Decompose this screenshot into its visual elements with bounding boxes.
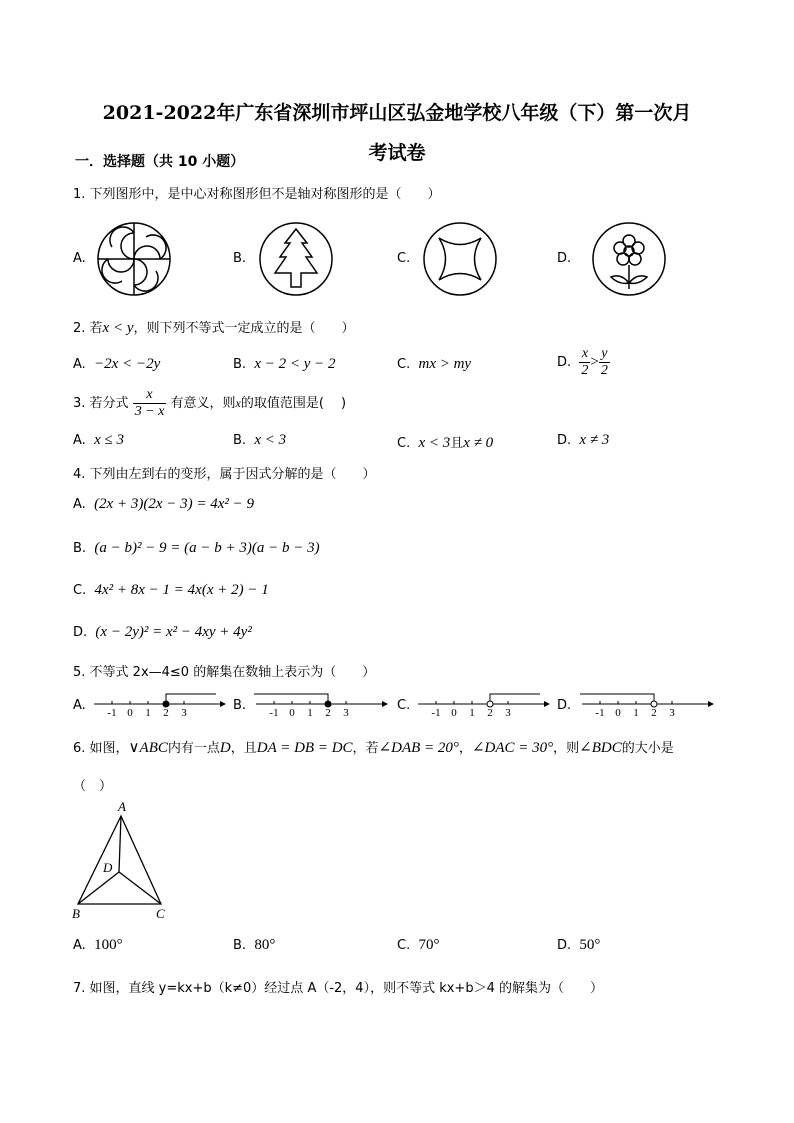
q2-condition: x < y	[102, 320, 134, 336]
q4-option-c	[73, 582, 269, 599]
question-3-stem	[73, 387, 346, 420]
q2-label-d: D.	[557, 355, 572, 370]
q1-option-b-label: B.	[233, 251, 247, 266]
q5-number-line-d	[580, 686, 720, 722]
q3-option-a	[73, 432, 124, 449]
q4-answer-b: (a − b)² − 9 = (a − b + 3)(a − b − 3)	[94, 540, 320, 556]
tick-label: 1	[633, 707, 639, 719]
q6-stem-e: 的大小是	[621, 741, 674, 756]
tick-label: 1	[307, 707, 313, 719]
q6-option-d	[557, 937, 600, 954]
q3-answer-d: x ≠ 3	[579, 432, 610, 448]
q5-option-a-label: A.	[73, 698, 86, 713]
q6-option-c	[397, 937, 439, 954]
solution-bracket	[166, 694, 216, 704]
tick-label: -1	[269, 707, 279, 719]
tick-label: 1	[469, 707, 475, 719]
vertex-label-c: C	[156, 906, 165, 921]
tick-label: 2	[651, 707, 657, 719]
q1-option-d-label: D.	[557, 251, 572, 266]
q4-label-a: A.	[73, 497, 86, 512]
vertex-label-d: D	[103, 860, 113, 875]
q6-sep: ，	[458, 741, 472, 756]
q6-angle-bdc: ∠BDC	[579, 740, 622, 756]
section-heading: 一．选择题（共 10 小题）	[75, 154, 245, 170]
question-1-stem: 1. 下列图形中，是中心对称图形但不是轴对称图形的是（ ）	[73, 187, 441, 202]
tick-label: 3	[505, 707, 511, 719]
q4-label-b: B.	[73, 541, 87, 556]
q3-stem-pre: 3. 若分式	[73, 396, 129, 411]
q2-stem-pre: 2. 若	[73, 321, 103, 336]
q4-option-d	[73, 624, 252, 641]
solution-bracket	[254, 694, 328, 704]
q6-angle-dab: ∠DAB = 20°	[378, 740, 459, 756]
q2-d-fraction-left: $\frac{x}{2}$	[581, 346, 589, 378]
q6-triangle: ∨ABC	[128, 740, 168, 756]
q4-answer-c: 4x² + 8x − 1 = 4x(x + 2) − 1	[94, 582, 269, 598]
q3-option-b	[233, 432, 286, 449]
q2-option-b	[233, 356, 336, 373]
q6-answer-d: 50°	[579, 937, 601, 953]
q3-stem-post: 的取值范围是( )	[240, 396, 347, 411]
flower-figure	[591, 221, 667, 297]
q6-option-b	[233, 937, 275, 954]
q6-option-a	[73, 937, 123, 954]
q1-option-c-label: C.	[397, 251, 411, 266]
q6-label-a: A.	[73, 938, 86, 953]
q3-answer-c-mid: 且	[450, 436, 464, 451]
q4-label-d: D.	[73, 625, 88, 640]
q2-answer-a: −2x < −2y	[94, 356, 161, 372]
q5-option-c-label: C.	[397, 698, 411, 713]
q4-answer-a: (2x + 3)(2x − 3) = 4x² − 9	[94, 496, 255, 512]
q6-equality: DA = DB = DC	[256, 740, 353, 756]
arrow-head-icon	[708, 701, 714, 707]
q2-label-c: C.	[397, 357, 411, 372]
q5-option-b-label: B.	[233, 698, 247, 713]
q2-option-d	[557, 346, 610, 379]
tick-label: -1	[431, 707, 441, 719]
question-7-stem: 7. 如图，直线 y=kx+b（k≠0）经过点 A（-2，4），则不等式 kx+b＞4 的解集为（ ）	[73, 981, 603, 996]
arrow-head-icon	[382, 701, 388, 707]
q2-d-relation: >	[590, 354, 599, 370]
q3-label-c: C.	[397, 436, 411, 451]
q4-label-c: C.	[73, 583, 87, 598]
q3-fraction: $\frac{x}{3 - x}$	[134, 387, 165, 419]
q6-angle-dac: ∠DAC = 30°	[471, 740, 554, 756]
q2-d-fraction-right: $\frac{y}{2}$	[600, 346, 608, 378]
q6-answer-b: 80°	[254, 937, 276, 953]
tick-label: 0	[615, 707, 621, 719]
tick-label: 2	[487, 707, 493, 719]
q3-var: x	[235, 396, 241, 410]
q6-stem-c: ，若	[352, 741, 379, 756]
vertex-label-a: A	[118, 799, 126, 814]
pinwheel-figure	[96, 221, 172, 297]
q6-label-b: B.	[233, 938, 247, 953]
q4-option-a	[73, 496, 254, 513]
q3-answer-a: x ≤ 3	[94, 432, 124, 448]
solution-bracket	[490, 694, 540, 704]
arrow-head-icon	[544, 701, 550, 707]
q3-stem-mid: 有意义，则	[170, 396, 236, 411]
tick-label: -1	[595, 707, 605, 719]
hollow-point	[651, 701, 657, 707]
tick-label: 0	[289, 707, 295, 719]
q5-option-d-label: D.	[557, 698, 572, 713]
q3-answer-c2: x ≠ 0	[463, 435, 494, 451]
q6-answer-a: 100°	[94, 937, 123, 953]
q6-label-d: D.	[557, 938, 572, 953]
q3-label-b: B.	[233, 433, 247, 448]
q6-stem-a: 内有一点	[167, 741, 220, 756]
solution-bracket	[580, 694, 654, 704]
tick-label: 1	[145, 707, 151, 719]
hollow-point	[487, 701, 493, 707]
q3-label-d: D.	[557, 433, 572, 448]
question-2-stem	[73, 317, 355, 337]
q6-label-c: C.	[397, 938, 411, 953]
q2-option-a	[73, 356, 160, 373]
tick-label: 2	[163, 707, 169, 719]
q2-label-b: B.	[233, 357, 247, 372]
tick-label: 2	[325, 707, 331, 719]
q3-answer-b: x < 3	[254, 432, 287, 448]
q3-answer-c1: x < 3	[418, 435, 451, 451]
q3-option-d	[557, 432, 609, 449]
tick-label: 3	[343, 707, 349, 719]
triangle-abc-figure	[68, 800, 178, 924]
question-5-stem: 5. 不等式 2x—4≤0 的解集在数轴上表示为（ ）	[73, 665, 376, 680]
solid-point	[163, 701, 169, 707]
q3-option-c	[397, 432, 493, 452]
q6-stem-d: ，则	[553, 741, 580, 756]
question-6-stem-line2: （ ）	[73, 779, 113, 794]
q2-label-a: A.	[73, 357, 86, 372]
tick-label: 0	[127, 707, 133, 719]
q2-answer-b: x − 2 < y − 2	[254, 356, 336, 372]
q2-answer-c: mx > my	[418, 356, 472, 372]
tick-label: 3	[181, 707, 187, 719]
page-title: 2021-2022年广东省深圳市坪山区弘金地学校八年级（下）第一次月	[102, 102, 692, 124]
question-6-stem	[73, 737, 674, 757]
tick-label: -1	[107, 707, 117, 719]
tick-label: 0	[451, 707, 457, 719]
q6-point: D	[219, 740, 231, 756]
tree-figure	[258, 221, 334, 297]
q5-number-line-a	[92, 686, 232, 722]
q5-number-line-b	[254, 686, 394, 722]
q3-label-a: A.	[73, 433, 86, 448]
q2-option-c	[397, 356, 471, 373]
tick-label: 3	[669, 707, 675, 719]
q2-stem-post: ，则下列不等式一定成立的是（ ）	[133, 321, 355, 336]
q6-stem-b: ，且	[230, 741, 257, 756]
vertex-label-b: B	[72, 906, 80, 921]
page-title-line2: 考试卷	[368, 142, 426, 164]
q6-answer-c: 70°	[418, 937, 440, 953]
q1-option-a-label: A.	[73, 251, 86, 266]
q5-number-line-c	[416, 686, 556, 722]
q4-option-b	[73, 540, 320, 557]
arrow-head-icon	[220, 701, 226, 707]
solid-point	[325, 701, 331, 707]
concave-square-figure	[422, 221, 498, 297]
q4-answer-d: (x − 2y)² = x² − 4xy + 4y²	[95, 624, 252, 640]
question-4-stem: 4. 下列由左到右的变形，属于因式分解的是（ ）	[73, 467, 376, 482]
q6-stem-pre: 6. 如图，	[73, 741, 129, 756]
